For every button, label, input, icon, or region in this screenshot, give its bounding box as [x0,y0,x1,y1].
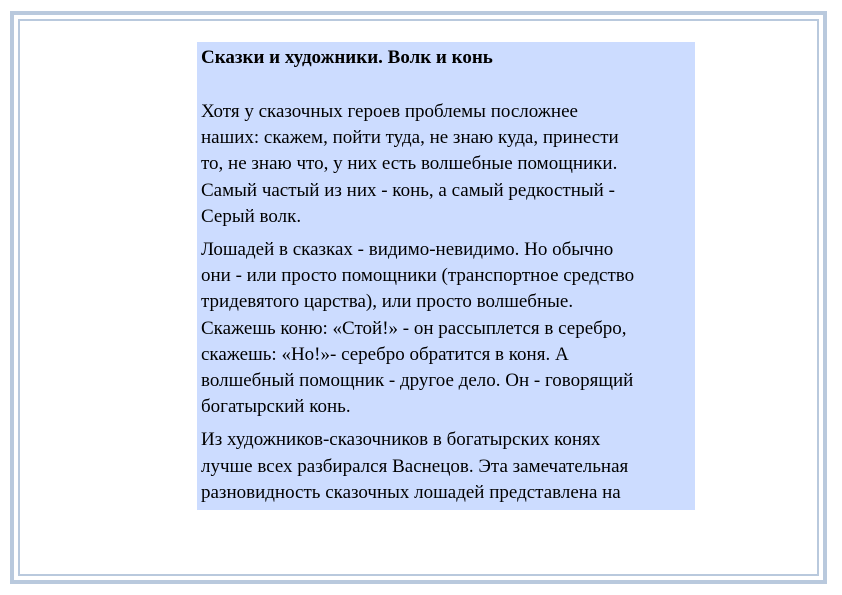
paragraph-line: лучше всех разбирался Васнецов. Эта замечательная [201,455,629,477]
paragraph-line: волшебный помощник - другое дело. Он - говорящий [201,370,634,392]
paragraph-line: скажешь: «Но!»- серебро обратится в коня. А [201,343,569,365]
paragraph-3 [201,427,695,506]
paragraph-1 [201,99,695,230]
paragraph-2 [201,237,695,420]
slide-title: Сказки и художники. Волк и конь [201,47,493,68]
paragraph-line: наших: скажем, пойти туда, не знаю куда, принести [201,127,619,149]
paragraph-line: Скажешь коню: «Стой!» - он рассыплется в серебро, [201,317,627,339]
paragraph-line: они - или просто помощники (транспортное средство [201,265,635,287]
paragraph-line: богатырский конь. [201,396,351,418]
paragraph-line: Из художников-сказочников в богатырских конях [201,429,601,451]
paragraph-line: разновидность сказочных лошадей представлена на [201,481,621,503]
paragraph-line: Лошадей в сказках - видимо-невидимо. Но обычно [201,239,614,261]
paragraph-line: Серый волк. [201,205,302,227]
paragraph-line: то, не знаю что, у них есть волшебные помощники. [201,153,618,175]
paragraph-line: Самый частый из них - конь, а самый редкостный - [201,179,615,201]
paragraph-line: тридевятого царства), или просто волшебные. [201,291,574,313]
paragraph-line: Хотя у сказочных героев проблемы посложнее [201,101,578,122]
text-box [197,42,695,510]
